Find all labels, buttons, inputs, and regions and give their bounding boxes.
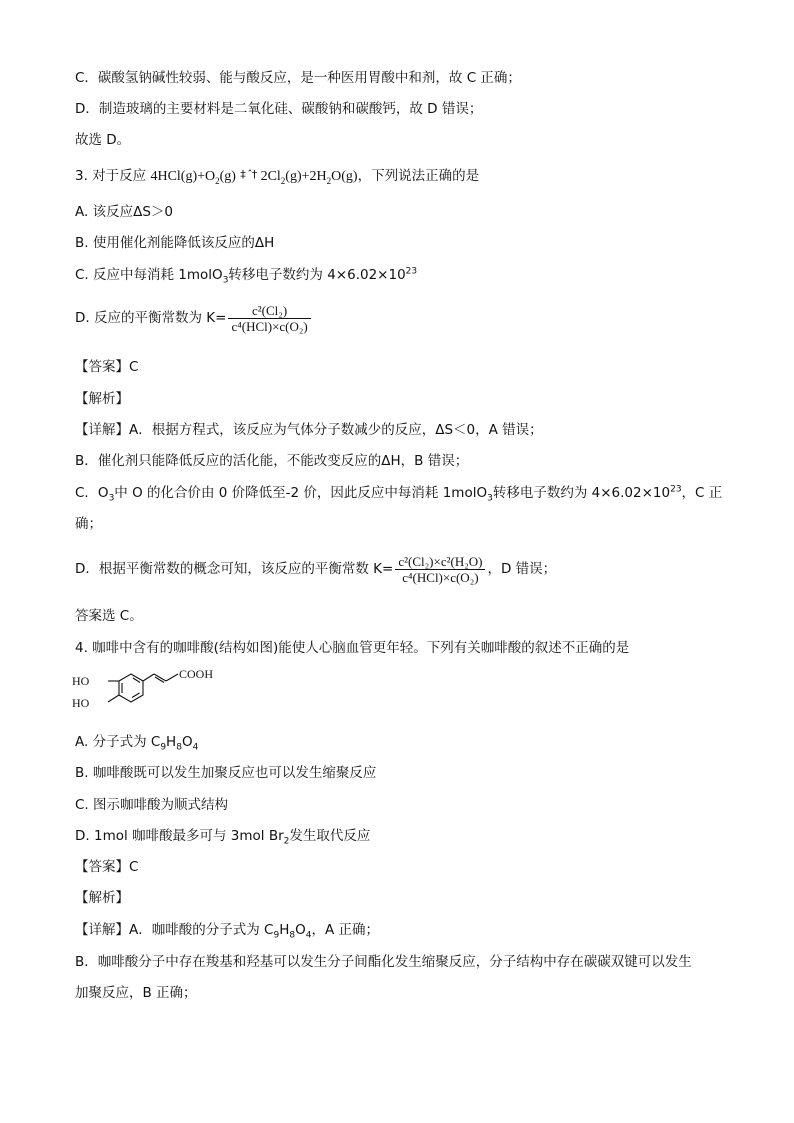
q3-conclusion: 答案选 C。 <box>75 608 143 624</box>
option-d-explanation: D．制造玻璃的主要材料是二氧化硅、碳酸钠和碳酸钙，故 D 错误； <box>75 101 483 117</box>
q3-option-b: B. 使用催化剂能降低该反应的ΔH <box>75 235 275 251</box>
equilibrium-arrow-icon: ‡ ˆ† <box>240 168 257 181</box>
q4-option-a: A. 分子式为 $C_9H_8O_4$ <box>75 734 199 753</box>
caffeic-acid-structure <box>70 668 230 724</box>
equilibrium-constant-fraction-detail: $\frac{\text{c²(Cl₂)×c²(H₂O)}}{\text{c⁴(HCl)×c(O₂)}}$ <box>395 554 485 585</box>
q3-answer: 【答案】C <box>75 359 139 375</box>
q3-detail-c-wrap: 确； <box>75 516 102 532</box>
q4-detail-b-wrap: 加聚反应，B 正确； <box>75 985 197 1001</box>
q4-option-b: B. 咖啡酸既可以发生加聚反应也可以发生缩聚反应 <box>75 765 377 781</box>
carboxyl-label: COOH <box>179 668 214 681</box>
q3-option-a: A. 该反应ΔS＞0 <box>75 204 173 220</box>
q3-detail-b: B．催化剂只能降低反应的活化能，不能改变反应的ΔH，B 错误； <box>75 453 469 469</box>
q4-option-d: D. 1mol 咖啡酸最多可与 3mol $Br_2$发生取代反应 <box>75 828 371 847</box>
benzene-ring <box>119 674 143 702</box>
q3-analysis-label: 【解析】 <box>75 391 129 407</box>
q3-option-c: C. 反应中每消耗 1molO$_3$转移电子数约为 $4\times 6.02\times 10^{23}$ <box>75 266 418 286</box>
q4-detail-b: B．咖啡酸分子中存在羧基和羟基可以发生分子间酯化发生缩聚反应，分子结构中存在碳碳双键可以发生 <box>75 954 692 970</box>
hydroxyl-label-1: HO <box>72 674 90 688</box>
q3-stem: 3. 对于反应 $4HCl(g)+O_2(g)$ ‡ ˆ† $2Cl_2(g)+2H_2O(g)$，下列说法正确的是 <box>75 168 480 186</box>
q3-detail-a: 【详解】A．根据方程式，该反应为气体分子数减少的反应，ΔS＜0，A 错误； <box>75 422 543 438</box>
q3-option-d: D. 反应的平衡常数为 K= $\frac{\text{c²(Cl₂)}}{\text{c⁴(HCl)×c(O₂)}}$ <box>75 301 313 335</box>
q3-detail-c: C．$O_3$中 O 的化合价由 0 价降低至-2 价，因此反应中每消耗 1molO$_3$转移电子数约为 $4\times 6.02\times 10^{23}$，C 正 <box>75 484 723 504</box>
q4-stem: 4. 咖啡中含有的咖啡酸(结构如图)能使人心脑血管更年轻。下列有关咖啡酸的叙述不正确的是 <box>75 640 630 656</box>
prev-conclusion: 故选 D。 <box>75 132 131 148</box>
q4-option-c: C. 图示咖啡酸为顺式结构 <box>75 797 229 813</box>
q4-answer: 【答案】C <box>75 859 139 875</box>
q4-analysis-label: 【解析】 <box>75 890 129 906</box>
q3-detail-d: D．根据平衡常数的概念可知，该反应的平衡常数 K= $\frac{\text{c²(Cl₂)×c²(H₂O)}}{\text{c⁴(HCl)×c(O₂)}}$ ，D 错误； <box>75 553 557 585</box>
equilibrium-constant-fraction: $\frac{\text{c²(Cl₂)}}{\text{c⁴(HCl)×c(O₂)}}$ <box>228 303 310 334</box>
option-c-explanation: C．碳酸氢钠碱性较弱、能与酸反应，是一种医用胃酸中和剂，故 C 正确； <box>75 70 521 86</box>
q4-detail-a: 【详解】A．咖啡酸的分子式为 $C_9H_8O_4$，A 正确； <box>75 922 379 941</box>
hydroxyl-label-2: HO <box>72 696 90 710</box>
